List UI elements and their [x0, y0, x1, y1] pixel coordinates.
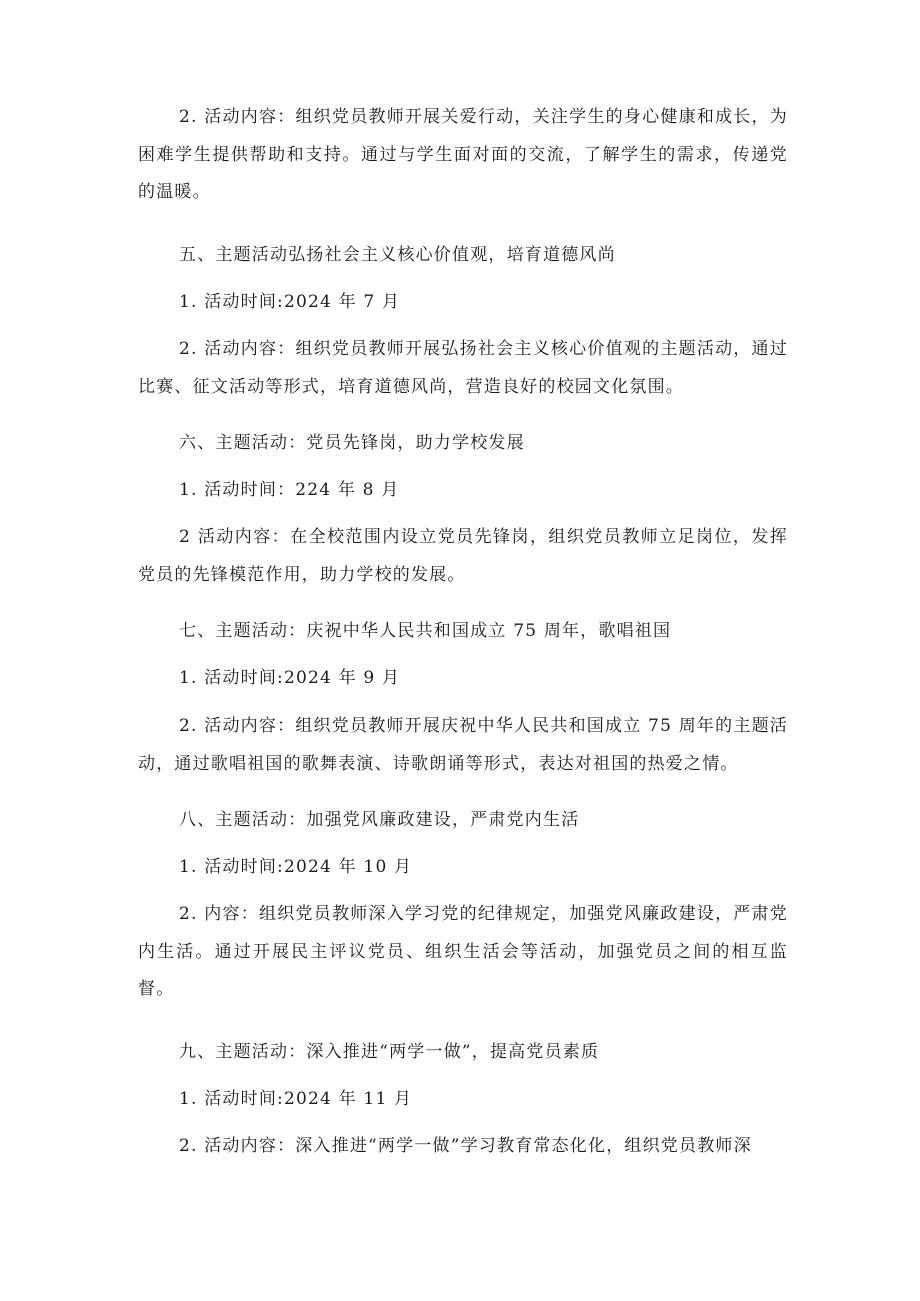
paragraph-section-five-content: 2. 活动内容：组织党员教师开展弘扬社会主义核心价值观的主题活动，通过比赛、征文活动等形式，培育道德风尚，营造良好的校园文化氛围。	[138, 339, 788, 397]
paragraph-section-five-time: 1. 活动时间:2024 年 7 月	[179, 292, 401, 312]
paragraph-care-activity-content: 2. 活动内容：组织党员教师开展关爱行动，关注学生的身心健康和成长，为困难学生提供帮助和支持。通过与学生面对面的交流，了解学生的需求，传递党的温暖。	[138, 107, 788, 202]
paragraph-section-nine-time: 1. 活动时间:2024 年 11 月	[179, 1089, 413, 1109]
heading-section-eight: 八、主题活动：加强党风廉政建设，严肃党内生活	[179, 810, 580, 830]
paragraph-section-nine-content: 2. 活动内容：深入推进“两学一做”学习教育常态化化，组织党员教师深	[179, 1136, 752, 1156]
heading-section-six: 六、主题活动：党员先锋岗，助力学校发展	[179, 433, 525, 453]
paragraph-section-six-time: 1. 活动时间：224 年 8 月	[179, 480, 400, 500]
paragraph-section-seven-time: 1. 活动时间:2024 年 9 月	[179, 668, 401, 688]
heading-section-seven: 七、主题活动：庆祝中华人民共和国成立 75 周年，歌唱祖国	[179, 621, 672, 641]
paragraph-section-eight-time: 1. 活动时间:2024 年 10 月	[179, 857, 413, 877]
paragraph-section-seven-content: 2. 活动内容：组织党员教师开展庆祝中华人民共和国成立 75 周年的主题活动，通过歌唱祖国的歌舞表演、诗歌朗诵等形式，表达对祖国的热爱之情。	[138, 716, 788, 774]
paragraph-section-six-content: 2 活动内容：在全校范围内设立党员先锋岗，组织党员教师立足岗位，发挥党员的先锋模范作用，助力学校的发展。	[138, 527, 788, 585]
heading-section-nine: 九、主题活动：深入推进“两学一做”，提高党员素质	[179, 1042, 600, 1062]
paragraph-section-eight-content: 2. 内容：组织党员教师深入学习党的纪律规定，加强党风廉政建设，严肃党内生活。通过开展民主评议党员、组织生活会等活动，加强党员之间的相互监督。	[138, 904, 788, 999]
heading-section-five: 五、主题活动弘扬社会主义核心价值观，培育道德风尚	[179, 245, 616, 265]
